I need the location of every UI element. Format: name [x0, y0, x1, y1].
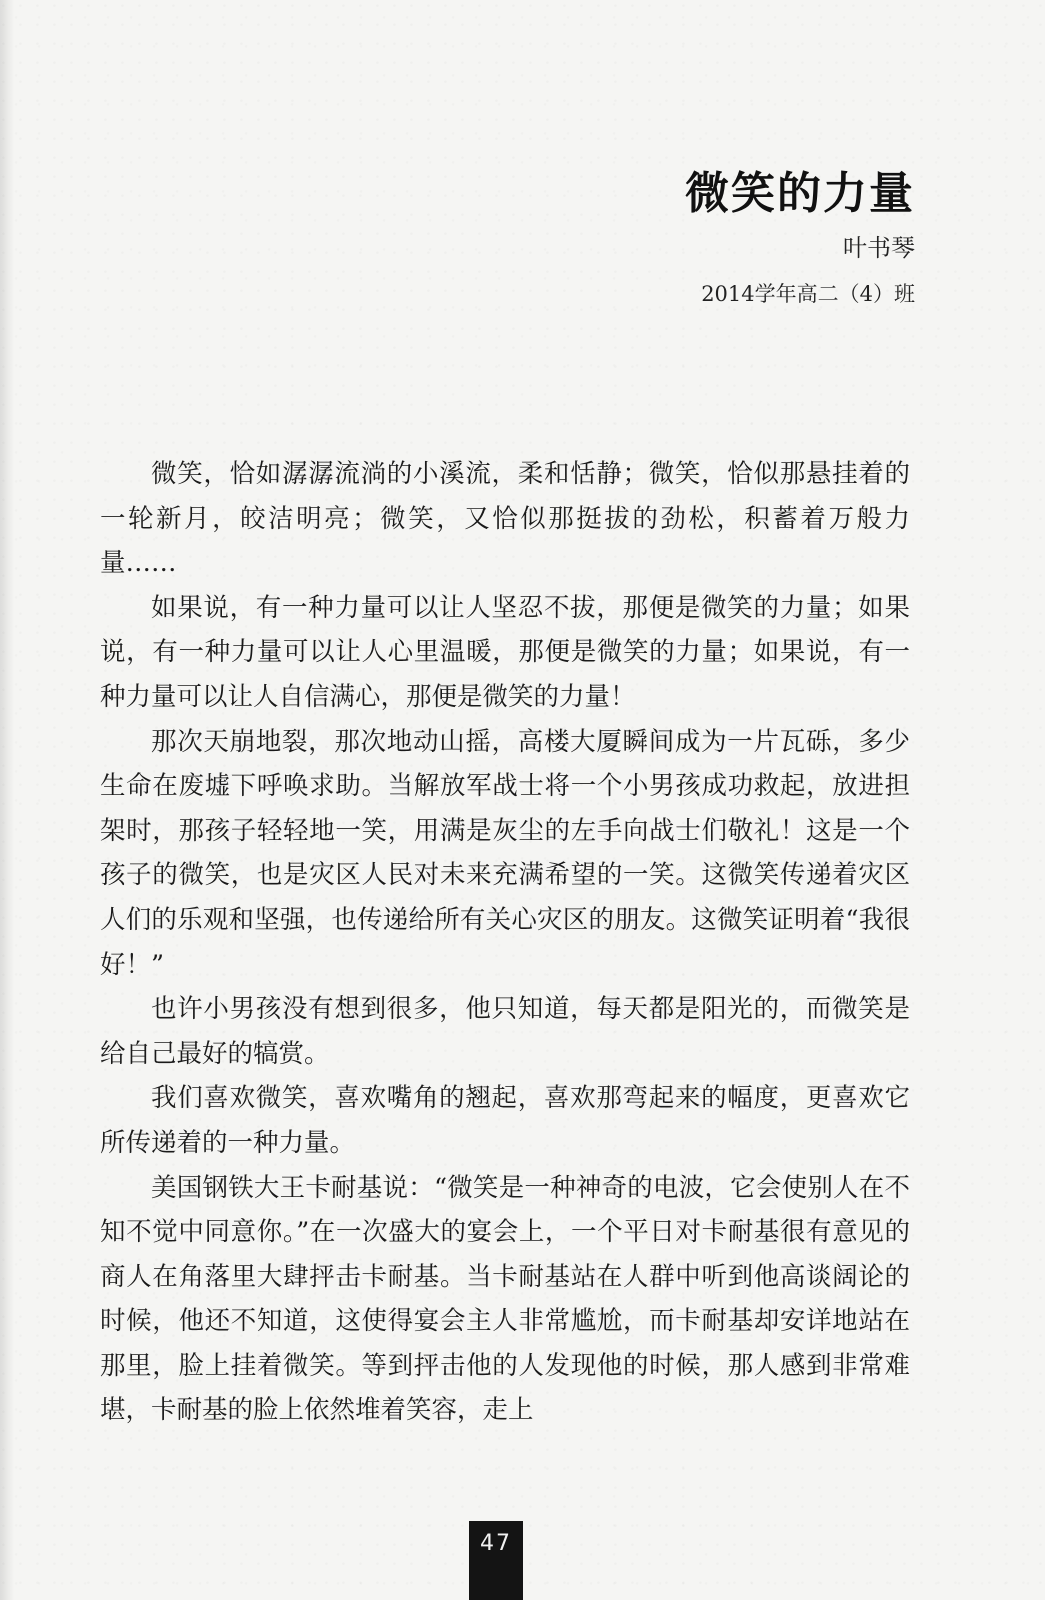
page-number: 47: [469, 1521, 523, 1600]
paragraph: 如果说，有一种力量可以让人坚忍不拔，那便是微笑的力量；如果说，有一种力量可以让人心里温暖，那便是微笑的力量；如果说，有一种力量可以让人自信满心，那便是微笑的力量！: [100, 592, 910, 712]
article-author: 叶书琴: [843, 234, 915, 262]
author-class-info: 2014学年高二（4）班: [701, 282, 915, 306]
paragraph: 微笑，恰如潺潺流淌的小溪流，柔和恬静；微笑，恰似那悬挂着的一轮新月，皎洁明亮；微笑，又恰似那挺拔的劲松，积蓄着万般力量……: [100, 459, 910, 579]
article-body: [100, 452, 910, 1433]
paragraph: 那次天崩地裂，那次地动山摇，高楼大厦瞬间成为一片瓦砾，多少生命在废墟下呼唤求助。当解放军战士将一个小男孩成功救起，放进担架时，那孩子轻轻地一笑，用满是灰尘的左手向战士们敬礼！这是一个孩子的微笑，也是灾区人民对未来充满希望的一笑。这微笑传递着灾区人们的乐观和坚强，也传递给所有关心灾区的朋友。这微笑证明着“我很好！”: [100, 726, 910, 980]
paragraph: 美国钢铁大王卡耐基说：“微笑是一种神奇的电波，它会使别人在不知不觉中同意你。”在一次盛大的宴会上，一个平日对卡耐基很有意见的商人在角落里大肆抨击卡耐基。当卡耐基站在人群中听到他高谈阔论的时候，他还不知道，这使得宴会主人非常尴尬，而卡耐基却安详地站在那里，脸上挂着微笑。等到抨击他的人发现他的时候，那人感到非常难堪，卡耐基的脸上依然堆着笑容，走上: [100, 1172, 910, 1426]
paragraph: 我们喜欢微笑，喜欢嘴角的翘起，喜欢那弯起来的幅度，更喜欢它所传递着的一种力量。: [100, 1083, 910, 1158]
article-title: 微笑的力量: [685, 168, 915, 219]
paragraph: 也许小男孩没有想到很多，他只知道，每天都是阳光的，而微笑是给自己最好的犒赏。: [100, 994, 910, 1069]
page-binding-edge: [0, 0, 14, 1600]
